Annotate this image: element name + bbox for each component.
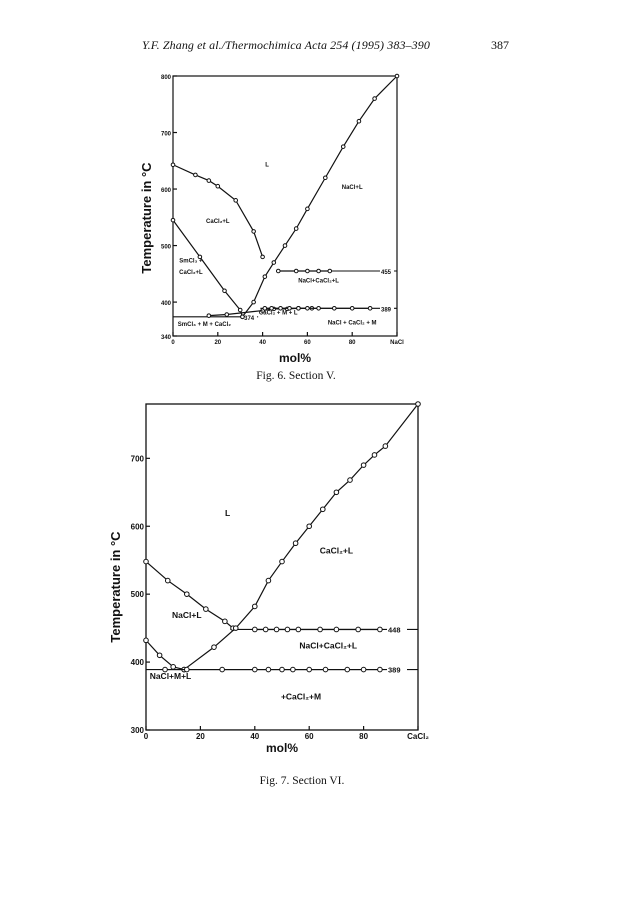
data-point: [361, 463, 366, 468]
data-point: [253, 604, 258, 609]
isotherm-label: 389: [388, 665, 401, 675]
data-point: [416, 402, 421, 407]
data-point: [207, 314, 211, 318]
figure-7-caption: Fig. 7. Section VI.: [259, 775, 345, 787]
isotherm-label: 389: [381, 307, 392, 314]
region-label: CaCl₂ + M + L: [258, 310, 298, 317]
isotherm-label: 448: [388, 625, 401, 635]
data-point: [307, 667, 312, 672]
phase-boundary-line: [173, 220, 242, 317]
region-label: NaCl + CaCl₂ + M: [327, 320, 377, 327]
data-point: [241, 315, 245, 319]
figure-6-caption: Fig. 6. Section V.: [256, 370, 336, 382]
data-point: [317, 307, 321, 311]
data-point: [266, 578, 271, 583]
data-point: [171, 665, 176, 670]
x-tick-label: 60: [304, 732, 314, 741]
y-tick-label: 700: [130, 454, 144, 464]
data-point: [285, 627, 290, 632]
data-point: [334, 490, 339, 495]
data-point: [318, 627, 323, 632]
data-point: [233, 626, 238, 631]
data-point: [194, 173, 198, 177]
y-tick-label: 600: [160, 188, 171, 195]
data-point: [383, 444, 388, 449]
y-tick-label: 300: [130, 726, 144, 735]
region-label: L: [265, 162, 269, 169]
data-point: [283, 244, 287, 248]
data-point: [334, 627, 339, 632]
y-tick-label: 400: [130, 658, 144, 668]
region-label: CaCl₂+L: [179, 269, 203, 276]
data-point: [266, 667, 271, 672]
x-axis-label: mol%: [265, 741, 299, 755]
data-point: [280, 667, 285, 672]
y-tick-label: 700: [160, 131, 171, 138]
data-point: [328, 269, 332, 273]
region-label: L: [224, 508, 231, 519]
data-point: [395, 74, 399, 78]
data-point: [291, 667, 296, 672]
data-point: [321, 507, 326, 512]
x-tick-label: CaCl₂: [407, 732, 429, 741]
data-point: [185, 592, 190, 597]
data-point: [373, 97, 377, 101]
data-point: [220, 667, 225, 672]
isotherm-label: 374: [244, 315, 255, 322]
data-point: [225, 313, 229, 317]
data-point: [317, 269, 321, 273]
data-point: [223, 619, 228, 624]
data-point: [306, 307, 310, 311]
page-number: 387: [491, 38, 509, 52]
x-tick-label: 80: [348, 340, 356, 346]
data-point: [272, 261, 276, 265]
data-point: [306, 207, 310, 211]
data-point: [144, 559, 149, 564]
data-point: [276, 269, 280, 273]
data-point: [332, 307, 336, 311]
data-point: [171, 163, 175, 167]
page-header: [0, 38, 624, 56]
data-point: [252, 300, 256, 304]
data-point: [274, 627, 279, 632]
data-point: [207, 179, 211, 183]
figure-6-chart: [0, 60, 624, 365]
y-axis-label: Temperature in °C: [108, 531, 123, 643]
data-point: [294, 227, 298, 231]
x-tick-label: 40: [259, 340, 266, 346]
data-point: [361, 667, 366, 672]
region-label: NaCl+CaCl₂+L: [299, 640, 358, 651]
data-point: [372, 453, 377, 458]
isotherm-label: 455: [381, 270, 392, 276]
region-label: NaCl+L: [172, 609, 202, 620]
data-point: [253, 627, 258, 632]
data-point: [378, 627, 383, 632]
data-point: [296, 627, 301, 632]
y-tick-label: 340: [160, 335, 171, 341]
x-tick-label: NaCl: [390, 340, 404, 346]
y-tick-label: 400: [160, 301, 171, 308]
data-point: [252, 230, 256, 234]
data-point: [263, 627, 268, 632]
region-label: NaCl+L: [341, 185, 363, 192]
region-label: NaCl+M+L: [149, 671, 192, 682]
y-tick-label: 500: [130, 590, 144, 600]
x-tick-label: 20: [214, 340, 222, 346]
x-tick-label: 60: [304, 340, 311, 346]
data-point: [350, 307, 354, 311]
data-point: [216, 184, 220, 188]
data-point: [204, 607, 209, 612]
region-label: SmCl₃ +: [179, 258, 203, 265]
data-point: [263, 275, 267, 279]
data-point: [323, 667, 328, 672]
data-point: [293, 541, 298, 546]
y-tick-label: 600: [130, 522, 144, 532]
data-point: [212, 645, 217, 650]
x-axis-label: mol%: [278, 351, 312, 365]
y-tick-label: 800: [160, 75, 171, 81]
data-point: [165, 578, 170, 583]
data-point: [253, 667, 258, 672]
data-point: [324, 176, 328, 180]
data-point: [307, 524, 312, 529]
data-point: [368, 307, 372, 311]
data-point: [357, 119, 361, 123]
data-point: [341, 145, 345, 149]
region-label: SmCl₃ + M + CaCl₂: [177, 321, 231, 328]
running-head: Y.F. Zhang et al./Thermochimica Acta 254 (1995) 383–390: [142, 38, 430, 52]
data-point: [157, 653, 162, 658]
x-tick-label: 0: [143, 732, 149, 741]
figure-7-chart: [0, 390, 624, 770]
data-point: [306, 269, 310, 273]
data-point: [238, 308, 242, 312]
x-tick-label: 40: [250, 732, 260, 741]
data-point: [345, 667, 350, 672]
data-point: [294, 269, 298, 273]
region-label: NaCl+CaCl₂+L: [298, 278, 339, 285]
data-point: [171, 218, 175, 222]
data-point: [280, 559, 285, 564]
data-point: [378, 667, 383, 672]
region-label: CaCl₂+L: [319, 545, 354, 556]
y-axis-label: Temperature in °C: [139, 162, 154, 274]
phase-boundary-line: [173, 165, 263, 257]
y-tick-label: 500: [160, 244, 171, 251]
data-point: [234, 199, 238, 203]
x-tick-label: 80: [359, 732, 369, 741]
x-tick-label: 20: [195, 732, 205, 741]
data-point: [261, 255, 265, 259]
x-tick-label: 0: [171, 340, 175, 346]
region-label: +CaCl₂+M: [280, 691, 322, 702]
data-point: [144, 638, 149, 643]
data-point: [223, 289, 227, 293]
phase-boundary-line: [146, 640, 184, 669]
data-point: [356, 627, 361, 632]
region-label: CaCl₂+L: [206, 218, 230, 225]
data-point: [348, 478, 353, 483]
